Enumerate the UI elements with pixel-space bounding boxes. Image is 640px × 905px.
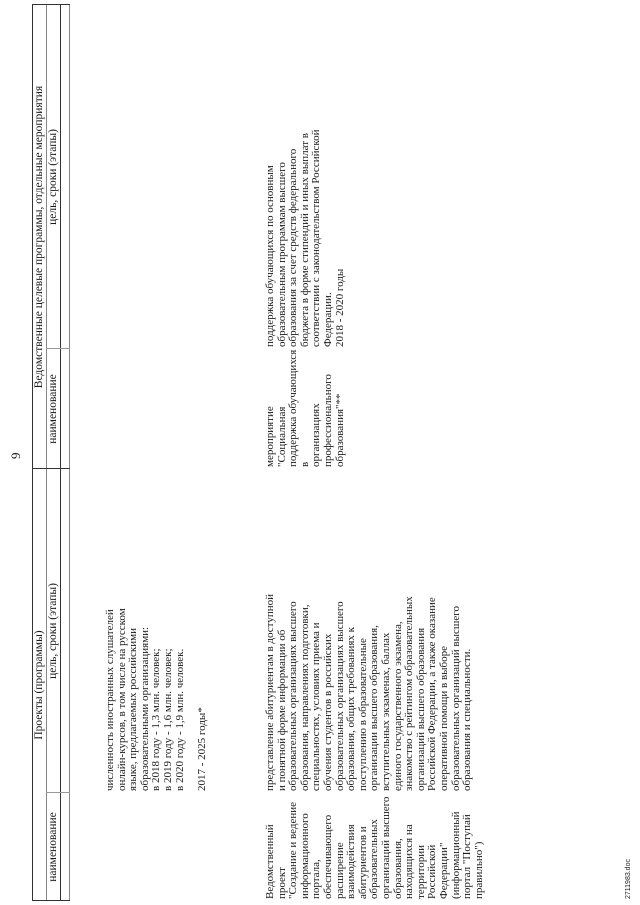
- row1-goal-cell: [105, 471, 209, 791]
- footer-doc-code: 2711983.doc: [625, 859, 632, 899]
- table-subheader-line: [69, 5, 70, 901]
- row1-goal-line: численность иностранных слушателей: [104, 609, 116, 791]
- project-name-line: организаций высшего: [379, 796, 392, 899]
- row2-measure-goal: [265, 7, 346, 347]
- project-name-line: расширение: [333, 842, 346, 899]
- measure-goal-line: соответствии с законодательством Российской: [310, 129, 323, 347]
- project-goal-line: поступлению в образовательные: [356, 638, 369, 791]
- project-name-line: образовательных: [368, 819, 381, 899]
- row1-goal-line: в 2018 году - 1,3 млн. человек;: [150, 648, 163, 791]
- measure-goal-line: образования за счет средств федерального: [287, 148, 300, 347]
- row1-goal-line: онлайн-курсов, в том числе на русском: [115, 608, 128, 791]
- projects-header: Проекты (программы): [33, 630, 45, 740]
- table-header-bottom-border: [60, 5, 61, 901]
- project-goal-line: вступительных экзаменах, баллах: [379, 632, 392, 791]
- project-goal-line: единого государственного экзамена,: [391, 621, 404, 791]
- project-name-line: правильно"): [472, 841, 485, 899]
- row1-goal-line: в 2020 году - 1,9 млн. человек.: [173, 648, 186, 791]
- project-name-line: (информационный: [449, 811, 462, 899]
- row1-goal-line: в 2019 году - 1,6 млн. человек;: [161, 648, 174, 791]
- measure-name-line: организациях: [310, 403, 323, 467]
- project-name-line: Ведомственный проект: [264, 824, 288, 899]
- project-goal-line: организации высшего образования,: [368, 625, 381, 791]
- measure-name-line: образования"**: [333, 393, 346, 467]
- project-goal-line: образования и специальности.: [461, 648, 474, 791]
- measure-goal-line: Федерации.: [321, 292, 334, 347]
- col-header-name-2: наименование: [47, 374, 59, 444]
- col-header-name: наименование: [47, 812, 59, 882]
- project-goal-line: Российской Федерации, а также оказание: [426, 597, 439, 791]
- project-name-line: информационного: [298, 813, 311, 899]
- project-goal-line: представление абитуриентам в доступной: [264, 594, 276, 791]
- project-goal-line: и понятной форме информации об: [275, 629, 288, 791]
- row2-project-name: [265, 793, 485, 899]
- project-goal-line: образовательных организациях высшего: [287, 601, 300, 791]
- project-goal-line: организаций высшего образования: [414, 627, 427, 791]
- project-name-line: обеспечивающего: [321, 814, 334, 899]
- project-goal-line: образования, направлениях подготовки,: [298, 604, 311, 791]
- measure-goal-line: бюджета в форме стипендий и иных выплат в: [298, 133, 311, 347]
- measure-name-line: поддержка обучающихся в: [287, 349, 311, 467]
- programs-header: Ведомственные целевые программы, отдельные мероприятия: [33, 85, 45, 389]
- measure-goal-line: поддержка обучающихся по основным: [264, 165, 276, 347]
- project-name-line: взаимодействия: [345, 824, 358, 899]
- page-number: 9: [8, 452, 23, 459]
- project-name-line: абитуриентов и: [356, 826, 369, 899]
- row1-period: 2017 - 2025 годы*: [196, 707, 209, 791]
- project-name-line: портала,: [310, 859, 323, 899]
- project-goal-line: образования, общих требованиях к: [345, 626, 358, 791]
- project-goal-line: оперативной помощи в выборе: [437, 645, 450, 791]
- col-header-goal-2: цель, сроки (этапы): [47, 129, 59, 225]
- project-goal-line: образовательных организациях высшего: [333, 601, 346, 791]
- project-name-line: портал "Поступай: [461, 814, 474, 899]
- project-name-line: "Создание и ведение: [287, 802, 300, 899]
- project-goal-line: образовательных организаций высшего: [449, 606, 462, 791]
- project-goal-line: специальностях, условиях приема и: [310, 622, 323, 791]
- project-name-line: территории Российской: [414, 844, 439, 899]
- project-name-line: находящихся на: [403, 824, 416, 899]
- measure-goal-line: образовательным программам высшего: [275, 162, 288, 347]
- measure-name-line: профессионального: [321, 374, 334, 467]
- row2-measure-name: [265, 349, 346, 467]
- project-name-line: образования,: [391, 838, 404, 899]
- row2-project-goal: [265, 471, 474, 791]
- row1-goal-line: языке, предлагаемых российскими: [127, 628, 140, 791]
- col-header-goal: цель, сроки (этапы): [47, 583, 59, 679]
- project-goal-line: знакомство с рейтингом образовательных: [403, 596, 416, 791]
- row1-goal-line: образовательными организациями:: [138, 626, 151, 791]
- project-goal-line: обучения студентов в российских: [321, 633, 334, 791]
- measure-period: 2018 - 2020 годы: [333, 268, 346, 347]
- measure-name-line: мероприятие "Социальная: [264, 406, 288, 467]
- project-name-line: Федерации": [437, 842, 450, 899]
